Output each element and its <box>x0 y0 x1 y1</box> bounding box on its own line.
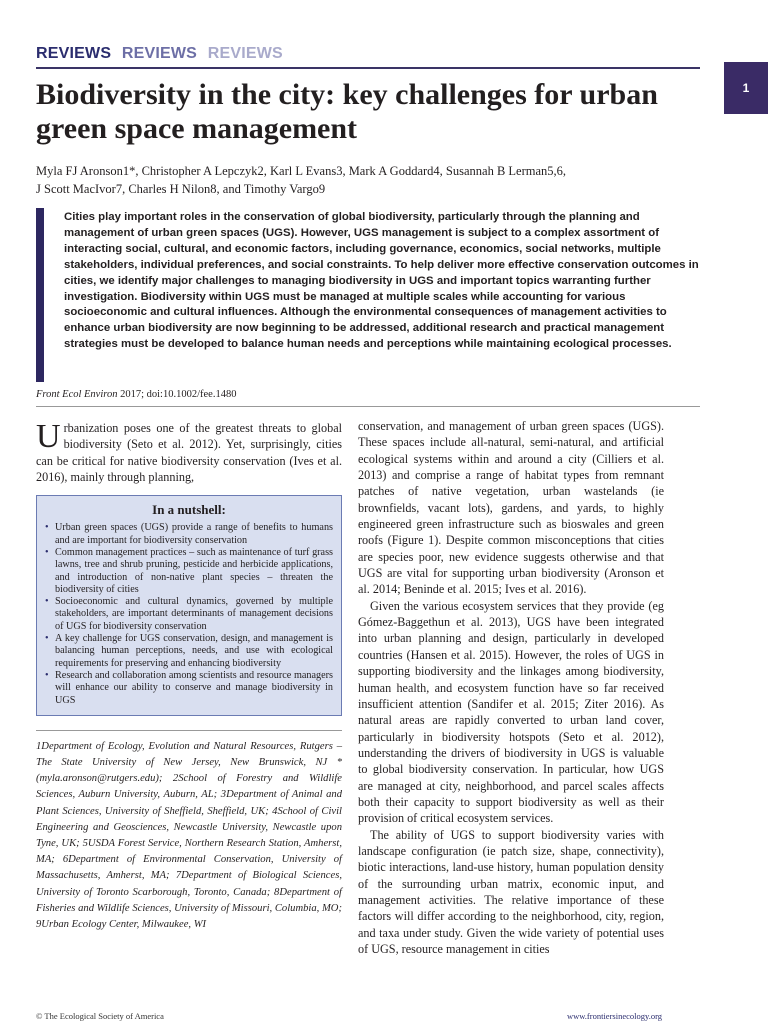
nutshell-item: • Common management practices – such as maintenance of turf grass lawns, tree and shrub pruning, pesticide and herbicide applications, and introduction of non-native plant species – threaten the biodiversity of cities <box>45 547 333 596</box>
intro-paragraph <box>36 420 342 485</box>
nutshell-item: • Socioeconomic and cultural dynamics, governed by multiple stakeholders, are important determinants of management decisions of UGS for biodiversity conservation <box>45 596 333 633</box>
page-number-tab: 1 <box>724 62 768 114</box>
article-title: Biodiversity in the city: key challenges for urban green space management <box>36 78 658 145</box>
body-paragraph: Given the various ecosystem services that they provide (eg Gómez-Baggethun et al. 2013), UGS have been integrated into urban planning and design, particularly in developed countries (Hansen et al. 2015). However, the roles of UGS in supporting biodiversity and the linkages among biodiversity, human health, and ecosystem function have so far received insufficient attention (Sandifer et al. 2015; Ziter 2016). As natural areas are rapidly converted to urban land cover, particularly in biodiversity hotspots (Seto et al. 2012), understanding the drivers of biodiversity in UGS is valuable to global biodiversity conservation. In particular, how UGS are managed at city, neighborhood, and parcel scales affects both their capacity to support biodiversity as well as their provision of critical ecosystem services. <box>358 598 664 826</box>
nutshell-title: In a nutshell: <box>152 502 226 518</box>
nutshell-list <box>45 522 333 706</box>
left-column <box>36 420 342 933</box>
section-tabs <box>36 45 289 63</box>
nutshell-item: • A key challenge for UGS conservation, design, and management is balancing human perceptions, needs, and use with ecological requirements for preserving and enhancing biodiversity <box>45 633 333 670</box>
journal-name: Front Ecol Environ <box>36 389 118 400</box>
citation-doi: 2017; doi:10.1002/fee.1480 <box>117 389 237 400</box>
section-tab-reviews: REVIEWS <box>121 45 198 62</box>
abstract: Cities play important roles in the conservation of global biodiversity, particularly through the planning and management of urban green spaces (UGS). However, UGS management is subject to a complex assortment of interacting social, cultural, and economic factors, including governance, economics, social networks, multiple stakeholders, individual preferences, and social constraints. To help deliver more effective conservation outcomes in cities, we identify major challenges to managing biodiversity in UGS and important topics warranting further investigation. Biodiversity within UGS must be managed at multiple scales while accounting for various socioeconomic and cultural influences. Although the environmental consequences of management activities to enhance urban biodiversity are now beginning to be addressed, additional research and practical management strategies must be developed to balance human needs and perceptions while maintaining ecological processes. <box>36 208 700 382</box>
author-list <box>36 162 696 198</box>
right-column <box>358 418 664 957</box>
citation <box>36 389 700 400</box>
section-tab-reviews: REVIEWS <box>36 45 112 62</box>
nutshell-item: • Research and collaboration among scientists and resource managers will enhance our ability to conserve and manage biodiversity in UGS <box>45 670 333 707</box>
drop-cap: U <box>36 418 61 455</box>
author-line-2: J Scott MacIvor7, Charles H Nilon8, and Timothy Vargo9 <box>36 182 326 196</box>
copyright-footer: © The Ecological Society of America <box>36 1011 164 1021</box>
body-paragraph: conservation, and management of urban green spaces (UGS). These spaces include all-natural, semi-natural, and artificial ecological systems within and around a city (Cilliers et al. 2013) and comprise a range of habitat types from remnant patches of native vegetation, urban wastelands (ie brownfields, vacant lots), gardens, and yards, to highly engineered green infrastructure such as bioswales and green roofs (Figure 1). Despite common misconceptions that cities are species poor, new evidence suggests otherwise and that UGS are vital for supporting urban biodiversity (Aronson et al. 2014; Beninde et al. 2015; Ives et al. 2016). <box>358 419 664 597</box>
nutshell-box <box>36 495 342 715</box>
citation-rule <box>36 406 700 407</box>
nutshell-item: • Urban green spaces (UGS) provide a range of benefits to humans and are important for biodiversity conservation <box>45 522 333 547</box>
intro-text: rbanization poses one of the greatest threats to global biodiversity (Seto et al. 2012). Yet, surprisingly, cities can be critical for native biodiversity conservation (Ives et al. 2016), mainly through planning, <box>36 421 342 485</box>
website-link[interactable]: www.frontiersinecology.org <box>566 1011 662 1021</box>
author-line-1: Myla FJ Aronson1*, Christopher A Lepczyk2, Karl L Evans3, Mark A Goddard4, Susannah B Lerman5,6, <box>36 164 567 178</box>
header-rule <box>36 67 700 69</box>
body-paragraph: The ability of UGS to support biodiversity varies with landscape configuration (ie patch size, shape, connectivity), biotic interactions, land-use history, human population density of the surrounding urban matrix, economic input, and management activities. The relative importance of these factors will differ according to the neighborhood, city, region, and taxa under study. Given the wide variety of potential uses of UGS, resource management in cities <box>358 827 664 956</box>
section-tab-reviews: REVIEWS <box>207 45 283 62</box>
affiliations: 1Department of Ecology, Evolution and Natural Resources, Rutgers – The State University of New Jersey, New Brunswick, NJ *(myla.aronson@rutgers.edu); 2School of Forestry and Wildlife Sciences, Auburn University, Auburn, AL; 3Department of Animal and Plant Sciences, University of Sheffield, Sheffield, UK; 4School of Civil Engineering and Geosciences, Newcastle University, Newcastle upon Tyne, UK; 5USDA Forest Service, Northern Research Station, Amherst, MA; 6Department of Environmental Conservation, University of Massachusetts, Amherst, MA; 7Department of Biological Sciences, University of Toronto Scarborough, Toronto, Canada; 8Department of Fisheries and Wildlife Sciences, University of Missouri, Columbia, MO; 9Urban Ecology Center, Milwaukee, WI <box>36 730 342 933</box>
